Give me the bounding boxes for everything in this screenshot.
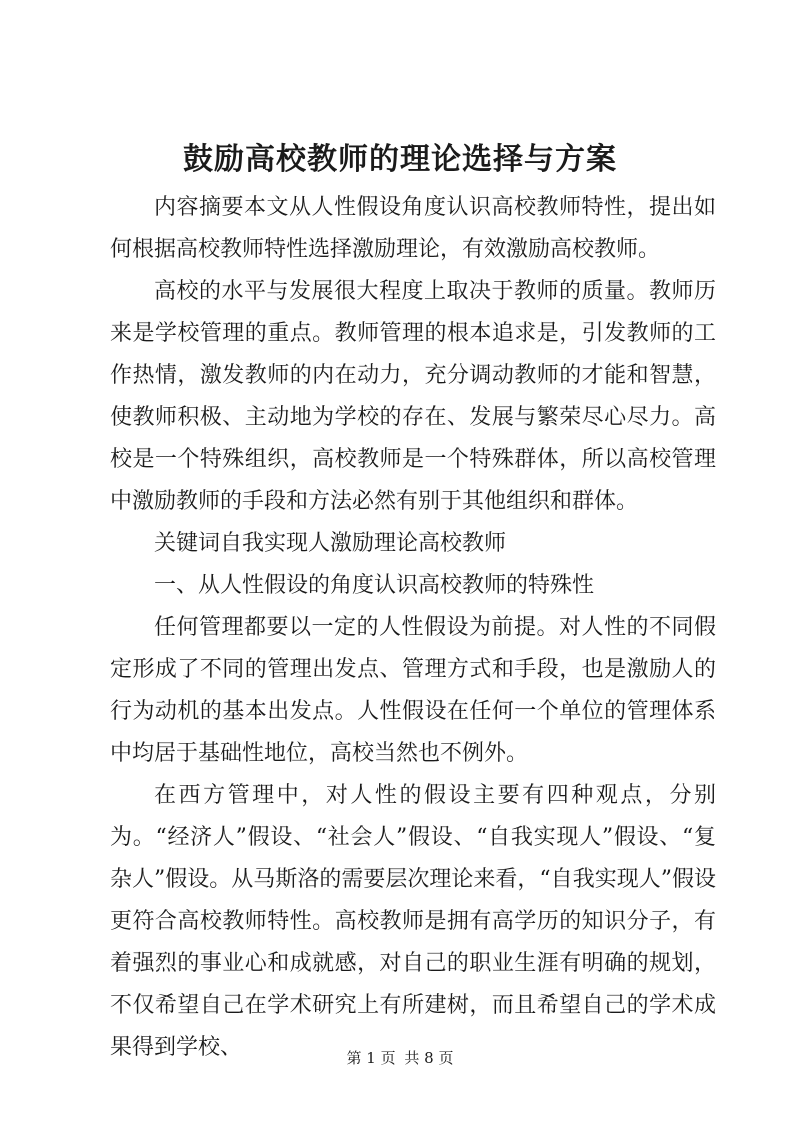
paragraph-abstract: 内容摘要本文从人性假设角度认识高校教师特性，提出如何根据高校教师特性选择激励理论，有效激励高校教师。 — [110, 195, 716, 262]
paragraph-keywords: 关键词自我实现人激励理论高校教师 — [154, 531, 507, 556]
document-title: 鼓励高校教师的理论选择与方案 — [183, 142, 617, 177]
page-total: 共 8 页 — [404, 1049, 454, 1067]
section-heading: 一、从人性假设的角度认识高校教师的特殊性 — [154, 573, 595, 598]
page-number: 第 1 页 — [346, 1049, 396, 1067]
page-footer — [0, 1047, 800, 1069]
document-body — [110, 187, 716, 1069]
paragraph-body: 任何管理都要以一定的人性假设为前提。对人性的不同假定形成了不同的管理出发点、管理方式和手段，也是激励人的行为动机的基本出发点。人性假设在任何一个单位的管理体系中均居于基础性地位，高校当然也不例外。 — [110, 615, 716, 766]
paragraph-body: 在西方管理中，对人性的假设主要有四种观点，分别为。“经济人”假设、“社会人”假设、“自我实现人”假设、“复杂人”假设。从马斯洛的需要层次理论来看，“自我实现人”假设更符合高校教师特性。高校教师是拥有高学历的知识分子，有着强烈的事业心和成就感，对自己的职业生涯有明确的规划，不仅希望自己在学术研究上有所建树，而且希望自己的学术成果得到学校、 — [110, 783, 716, 1060]
paragraph-intro: 高校的水平与发展很大程度上取决于教师的质量。教师历来是学校管理的重点。教师管理的根本追求是，引发教师的工作热情，激发教师的内在动力，充分调动教师的才能和智慧，使教师积极、主动地为学校的存在、发展与繁荣尽心尽力。高校是一个特殊组织，高校教师是一个特殊群体，所以高校管理中激励教师的手段和方法必然有别于其他组织和群体。 — [110, 279, 716, 514]
